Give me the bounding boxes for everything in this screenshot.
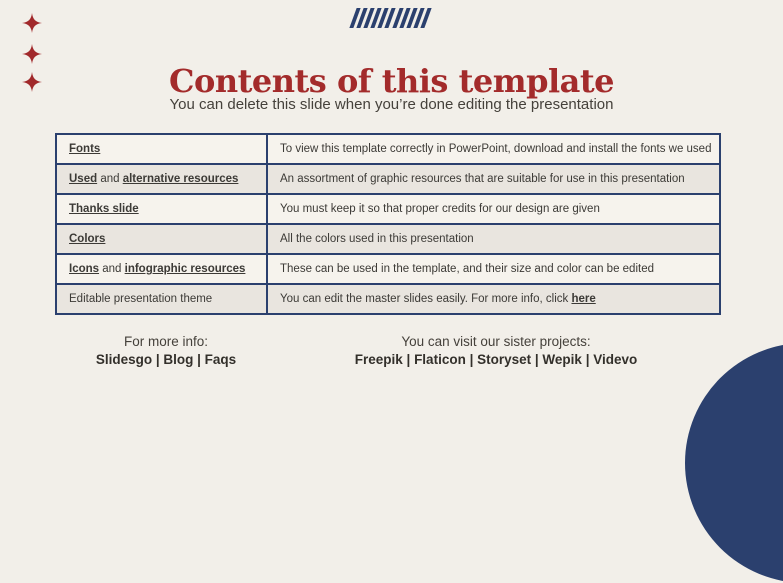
table-cell-right [268,135,719,163]
table-row [57,253,719,283]
table-text: You must keep it so that proper credits for our design are given [280,203,600,215]
footer-left-links [60,352,272,368]
footer-link-separator: | [531,352,543,367]
table-link[interactable]: alternative resources [122,173,239,185]
table-cell-left [57,285,268,313]
footer-sister-projects [349,334,643,368]
footer-link[interactable]: Storyset [477,352,532,367]
table-cell-right [268,165,719,193]
footer-link[interactable]: Slidesgo [95,352,153,367]
table-text: An assortment of graphic resources that are suitable for use in this presentation [280,173,685,185]
table-link[interactable]: Fonts [69,143,101,155]
footer-link-separator: | [152,352,164,367]
table-link[interactable]: Colors [69,233,106,245]
slash-marks-icon [353,8,427,28]
page-subtitle: You can delete this slide when you’re done editing the presentation [169,96,614,113]
footer-link-separator: | [402,352,415,367]
page-title: Contents of this template [169,62,614,101]
footer-right-links [349,352,643,368]
diamond-sparkle-icon [22,13,42,33]
table-text: All the colors used in this presentation [280,233,474,245]
table-text: You can edit the master slides easily. For more info, click [280,293,572,305]
table-text: and [99,263,125,275]
footer-link-separator: | [465,352,478,367]
table-link[interactable]: Used [69,173,98,185]
footer-link[interactable]: Freepik [354,352,403,367]
table-cell-left [57,255,268,283]
corner-circle-decoration [685,343,783,583]
table-text: To view this template correctly in PowerPoint, download and install the fonts we used [280,143,712,155]
footer-right-heading: You can visit our sister projects: [401,334,591,349]
table-link[interactable]: Icons [69,263,100,275]
footer-link-separator: | [193,352,205,367]
table-cell-left [57,225,268,253]
footer-link[interactable]: Wepik [542,352,582,367]
table-row [57,223,719,253]
table-text: Editable presentation theme [69,293,213,305]
table-row [57,283,719,313]
table-cell-right [268,285,719,313]
table-text: and [97,173,123,185]
footer-link[interactable]: Blog [163,352,194,367]
footer-left-heading: For more info: [123,334,209,349]
table-link[interactable]: here [571,293,596,305]
table-cell-right [268,225,719,253]
table-row [57,135,719,163]
footer-more-info [60,334,272,368]
table-cell-left [57,195,268,223]
table-cell-left [57,135,268,163]
footer-link[interactable]: Faqs [204,352,237,367]
table-cell-left [57,165,268,193]
table-link[interactable]: infographic resources [124,263,246,275]
footer-link[interactable]: Flaticon [414,352,466,367]
table-row [57,193,719,223]
table-cell-right [268,255,719,283]
contents-table [55,133,721,315]
footer-link-separator: | [581,352,594,367]
table-cell-right [268,195,719,223]
table-link[interactable]: Thanks slide [69,203,139,215]
footer-link[interactable]: Videvo [593,352,638,367]
table-row [57,163,719,193]
table-text: These can be used in the template, and their size and color can be edited [280,263,654,275]
